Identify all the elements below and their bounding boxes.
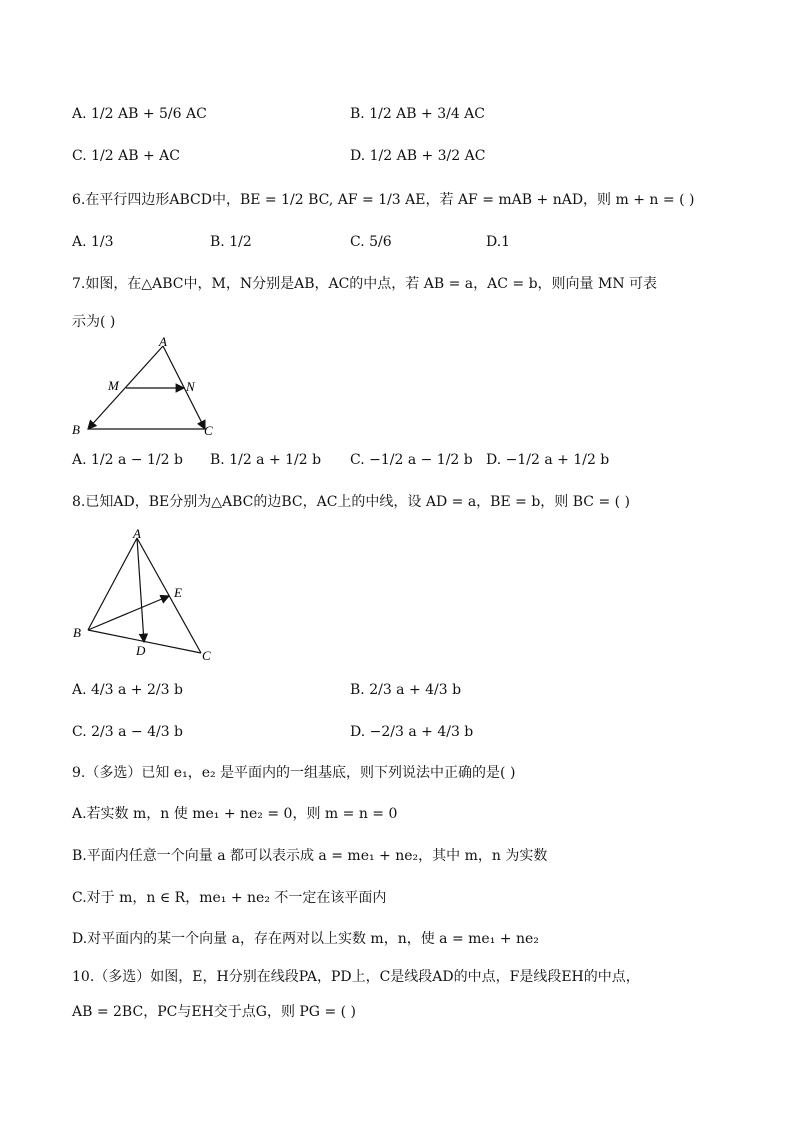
q6-option-c: C. 5/6 — [350, 234, 392, 250]
q8-option-b: B. 2/3 a + 4/3 b — [350, 682, 462, 698]
q9-option-b: B.平面内任意一个向量 a 都可以表示成 a = me₁ + ne₂，其中 m，n 为实数 — [72, 848, 548, 864]
q8-stem: 8.已知AD，BE分别为△ABC的边BC，AC上的中线，设 AD = a，BE = b，则 BC = ( ) — [72, 494, 630, 510]
q7-label-a: A — [159, 334, 167, 349]
q7-label-c: C — [204, 423, 213, 438]
q9-option-c: C.对于 m，n ∈ R，me₁ + ne₂ 不一定在该平面内 — [72, 890, 387, 906]
q7-label-n: N — [186, 379, 195, 394]
q8-option-c: C. 2/3 a − 4/3 b — [72, 724, 184, 740]
q7-option-c: C. −1/2 a − 1/2 b — [350, 452, 473, 468]
q5-option-a: A. 1/2 AB + 5/6 AC — [72, 106, 207, 122]
q9-option-d: D.对平面内的某一个向量 a，存在两对以上实数 m，n，使 a = me₁ + ne₂ — [72, 931, 539, 947]
q6-stem: 6.在平行四边形ABCD中，BE = 1/2 BC, AF = 1/3 AE，若 AF = mAB + nAD，则 m + n = ( ) — [72, 192, 695, 208]
q5-option-b: B. 1/2 AB + 3/4 AC — [350, 106, 486, 122]
q7-option-d: D. −1/2 a + 1/2 b — [486, 452, 610, 468]
q8-label-b: B — [73, 625, 81, 640]
q7-option-b: B. 1/2 a + 1/2 b — [210, 452, 322, 468]
q9-stem: 9.（多选）已知 e₁，e₂ 是平面内的一组基底，则下列说法中正确的是( ) — [72, 765, 516, 781]
q8-label-d: D — [136, 643, 146, 658]
q7-label-b: B — [72, 422, 80, 437]
q5-option-d: D. 1/2 AB + 3/2 AC — [350, 148, 486, 164]
q6-option-b: B. 1/2 — [210, 234, 252, 250]
q8-label-e: E — [174, 585, 182, 600]
q6-option-d: D.1 — [486, 234, 511, 250]
q10-stem-line2: AB = 2BC，PC与EH交于点G，则 PG = ( ) — [72, 1004, 356, 1020]
q5-option-c: C. 1/2 AB + AC — [72, 148, 180, 164]
q7-label-m: M — [108, 378, 119, 393]
q10-stem-line1: 10.（多选）如图，E，H分别在线段PA，PD上，C是线段AD的中点，F是线段EH的中点， — [72, 969, 640, 985]
q9-option-a: A.若实数 m，n 使 me₁ + ne₂ = 0，则 m = n = 0 — [72, 806, 398, 822]
q7-triangle-figure — [70, 334, 230, 438]
q8-side-ac — [137, 538, 201, 653]
q8-option-d: D. −2/3 a + 4/3 b — [350, 724, 474, 740]
q8-triangle-figure — [70, 524, 230, 664]
q8-median-ad — [137, 538, 144, 642]
q7-stem-line1: 7.如图，在△ABC中，M，N分别是AB，AC的中点，若 AB = a，AC = b，则向量 MN 可表 — [72, 276, 658, 292]
q8-label-c: C — [202, 648, 211, 663]
q8-label-a: A — [133, 526, 141, 541]
q7-option-a: A. 1/2 a − 1/2 b — [72, 452, 183, 468]
q8-median-be — [88, 596, 169, 630]
q6-option-a: A. 1/3 — [72, 234, 114, 250]
q7-stem-line2: 示为( ) — [72, 314, 116, 330]
q8-option-a: A. 4/3 a + 2/3 b — [72, 682, 183, 698]
q8-side-ab — [88, 538, 137, 630]
